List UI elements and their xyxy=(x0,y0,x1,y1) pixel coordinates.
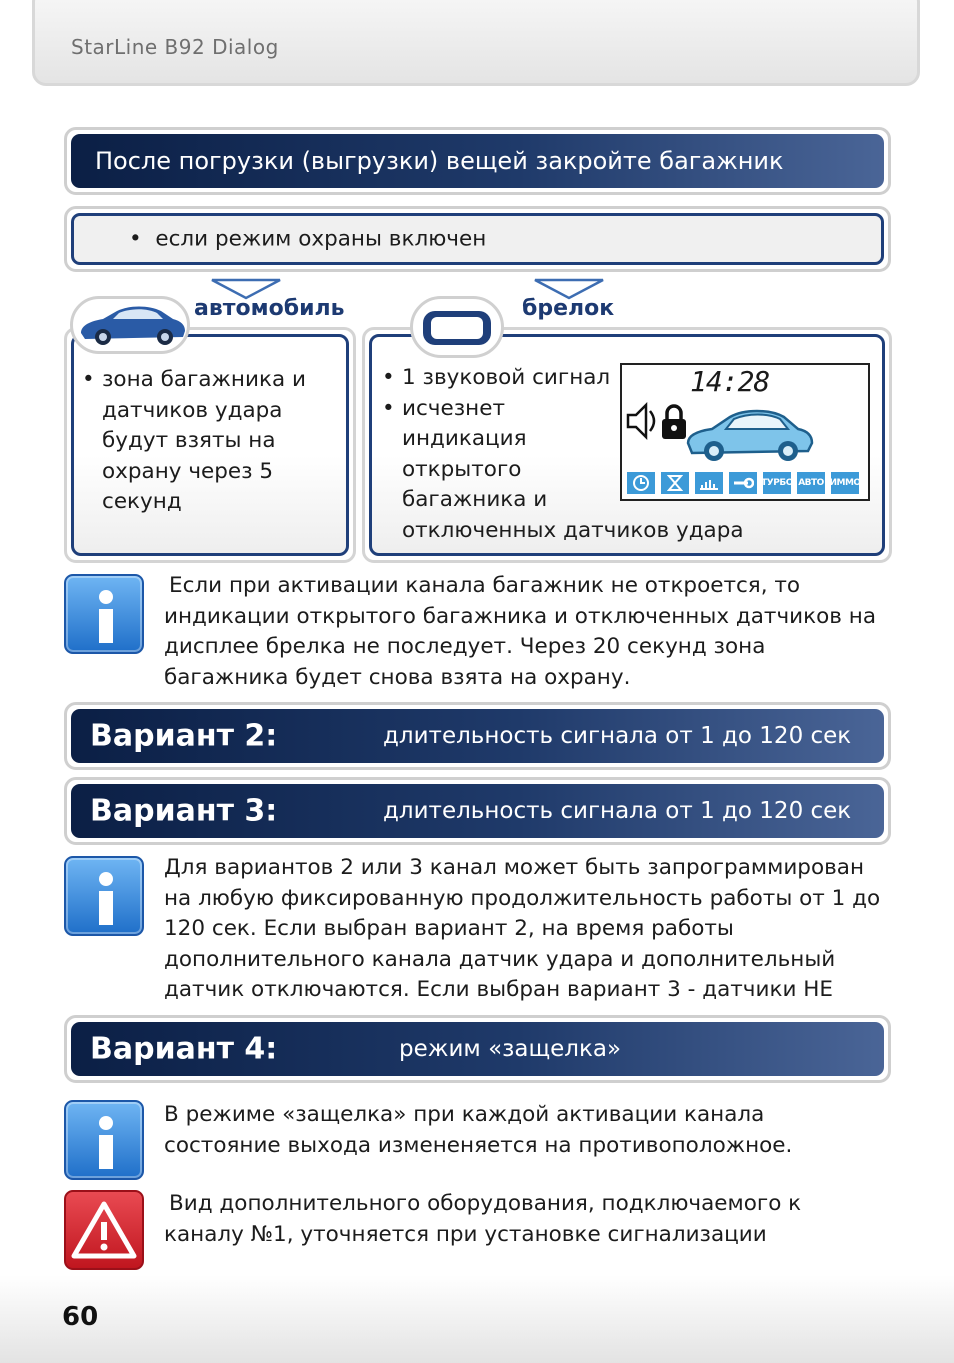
warning-icon xyxy=(66,1192,142,1268)
variant-2-label: Вариант 2: xyxy=(90,718,278,754)
header-card xyxy=(32,0,920,86)
page-footer-shade xyxy=(0,1275,954,1363)
variant-3-desc: длительность сигнала от 1 до 120 сек xyxy=(383,798,852,824)
display-time: 14:28 xyxy=(690,365,770,398)
info-text-3: В режиме «защелка» при каждой активации канала состояние выхода измененяется на противоположное. xyxy=(164,1102,793,1158)
fob-display xyxy=(620,363,870,501)
hourglass-icon xyxy=(660,471,690,495)
variant-3-bar xyxy=(64,777,891,845)
car-icon xyxy=(73,299,187,351)
display-car-icon xyxy=(684,403,814,465)
fob-list xyxy=(382,363,622,516)
variant-4-label: Вариант 4: xyxy=(90,1031,278,1067)
key-fob-icon xyxy=(413,299,501,355)
variant-4-desc: режим «защелка» xyxy=(399,1036,622,1062)
info-text-2: Для вариантов 2 или 3 канал может быть запрограммирован на любую фиксированную продолжительность работы от 1 до 120 сек. Если выбран вариант 2, на время работы дополнительного канала датчик удара и дополнительный датчик отключаются. Если выбран вариант 3 - датчики НЕ xyxy=(164,855,881,1003)
siren-lock-icon xyxy=(626,401,692,441)
car-panel xyxy=(64,327,356,563)
fob-item-continued: отключенных датчиков удара xyxy=(402,518,744,543)
immo-icon: ИММО xyxy=(830,471,860,495)
variant-2-bar xyxy=(64,702,891,770)
car-list xyxy=(82,365,332,518)
step-title: После погрузки (выгрузки) вещей закройте багажник xyxy=(95,147,784,175)
info-icon xyxy=(64,1100,144,1180)
step-title-bar xyxy=(64,127,891,195)
car-caption: автомобиль xyxy=(194,296,345,321)
warning-text: Вид дополнительного оборудования, подключаемого к каналу №1, уточняется при установке сигнализации xyxy=(164,1191,802,1247)
condition-bar xyxy=(64,206,891,272)
fob-panel xyxy=(362,327,892,563)
wrench-icon xyxy=(728,471,758,495)
info-icon xyxy=(64,574,144,654)
info-icon xyxy=(64,856,144,936)
condition-text: • если режим охраны включен xyxy=(129,226,487,252)
display-status-row xyxy=(626,471,860,495)
turbo-icon: ТУРБО xyxy=(762,471,792,495)
header-title: StarLine B92 Dialog xyxy=(71,35,279,59)
variant-2-desc: длительность сигнала от 1 до 120 сек xyxy=(383,723,852,749)
clock-icon xyxy=(626,471,656,495)
car-item: • зона багажника и датчиков удара будут взяты на охрану через 5 секунд xyxy=(82,365,332,518)
car-badge xyxy=(70,296,190,354)
variant-4-bar xyxy=(64,1015,891,1083)
condition-label: если режим охраны включен xyxy=(155,226,487,252)
fob-badge xyxy=(410,296,504,358)
page-number: 60 xyxy=(62,1302,99,1332)
warning-badge xyxy=(64,1190,144,1270)
fob-item: • 1 звуковой сигнал xyxy=(382,363,622,394)
fob-caption: брелок xyxy=(522,296,615,321)
auto-icon: АВТО xyxy=(796,471,826,495)
variant-3-label: Вариант 3: xyxy=(90,793,278,829)
gauge-icon xyxy=(694,471,724,495)
info-text-1: Если при активации канала багажник не откроется, то индикации открытого багажника и отключенных датчиков на дисплее брелка не последует. Через 20 секунд зона багажника будет снова взята на охрану. xyxy=(164,573,876,690)
fob-item: • исчезнет индикация открытого багажника и xyxy=(382,394,622,516)
